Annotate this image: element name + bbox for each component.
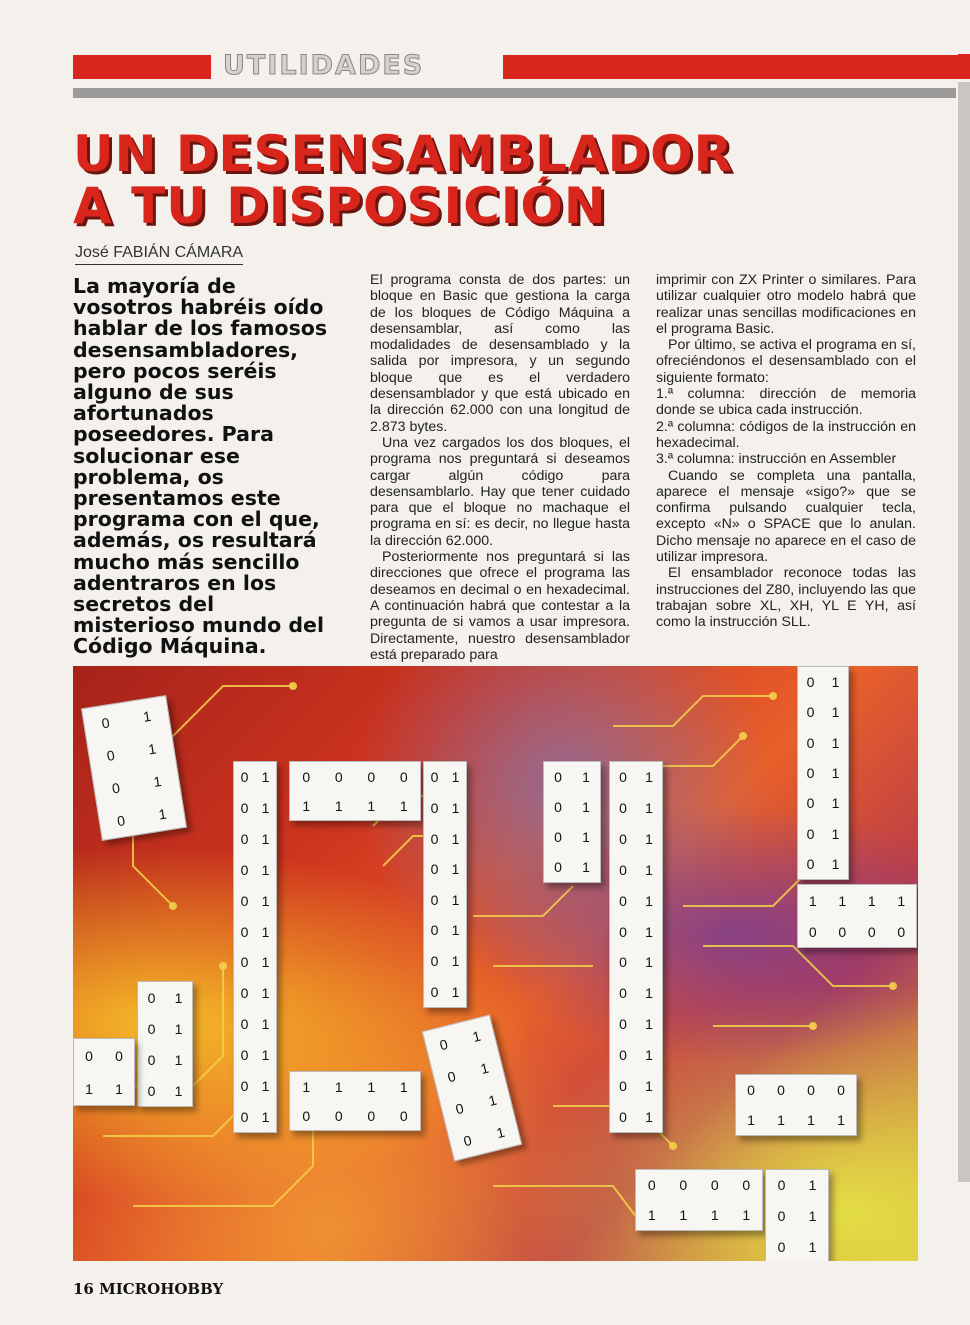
bit-1: 1	[261, 1046, 270, 1063]
bit-0: 0	[110, 779, 121, 797]
page-edge-gray	[958, 82, 970, 1182]
bit-0: 0	[777, 1208, 786, 1224]
bit-1: 1	[174, 1020, 183, 1037]
bit-1: 1	[261, 769, 270, 786]
bit-1: 1	[494, 1123, 507, 1141]
bit-0: 0	[430, 861, 439, 878]
bit-0: 0	[619, 923, 627, 940]
bit-0: 0	[619, 800, 627, 817]
text-column-2	[370, 272, 630, 663]
bit-0: 0	[742, 1177, 751, 1193]
bit-1: 1	[747, 1112, 755, 1128]
paragraph: Por último, se activa el programa en sí, ofreciéndonos el desensamblado con el siguiente formato:	[656, 337, 916, 386]
bit-0: 0	[619, 1108, 627, 1125]
bit-1: 1	[261, 923, 270, 940]
author-byline: José FABIÁN CÁMARA	[75, 244, 243, 265]
bit-1: 1	[582, 859, 590, 875]
bit-0: 0	[147, 1020, 156, 1037]
bit-0: 0	[777, 1238, 786, 1255]
bit-1: 1	[261, 831, 270, 848]
bit-1: 1	[831, 734, 840, 751]
circuit-illustration	[73, 666, 918, 1261]
bit-0: 0	[430, 983, 439, 1000]
bit-1: 1	[831, 855, 840, 872]
bit-0: 0	[240, 831, 249, 848]
bit-0: 0	[240, 1077, 249, 1094]
bit-0: 0	[445, 1067, 458, 1085]
bit-1: 1	[451, 891, 460, 908]
bit-1: 1	[837, 1112, 845, 1128]
binary-tile	[137, 981, 193, 1107]
bit-1: 1	[334, 1078, 343, 1095]
bit-0: 0	[334, 768, 343, 785]
bit-0: 0	[240, 923, 249, 940]
binary-tile	[73, 1038, 135, 1106]
bit-0: 0	[115, 811, 127, 829]
bit-0: 0	[619, 1016, 627, 1033]
bit-0: 0	[240, 861, 249, 878]
bit-0: 0	[334, 1107, 343, 1124]
bit-1: 1	[777, 1112, 785, 1128]
bit-1: 1	[451, 769, 460, 786]
section-label: UTILIDADES	[223, 50, 425, 81]
bit-1: 1	[831, 764, 840, 781]
bit-0: 0	[115, 1047, 123, 1064]
bit-0: 0	[240, 1016, 249, 1033]
paragraph: imprimir con ZX Printer o similares. Para utilizar cualquier otro modelo habrá que realizar unas sencillas modificaciones en el programa Basic.	[656, 272, 916, 337]
bit-1: 1	[807, 1112, 815, 1128]
page-edge-red	[958, 54, 970, 76]
bit-0: 0	[806, 704, 815, 721]
bit-1: 1	[141, 707, 153, 725]
binary-tile	[635, 1169, 763, 1231]
binary-tile	[765, 1169, 829, 1261]
bit-1: 1	[582, 769, 590, 785]
bit-0: 0	[302, 768, 311, 785]
bit-0: 0	[430, 830, 439, 847]
bit-0: 0	[399, 1107, 408, 1124]
bit-0: 0	[437, 1035, 450, 1053]
bit-0: 0	[302, 1107, 311, 1124]
title-line-1: UN DESENSAMBLADOR	[73, 125, 734, 183]
bit-1: 1	[486, 1091, 499, 1109]
bit-1: 1	[645, 923, 653, 940]
bit-0: 0	[461, 1131, 474, 1149]
bit-0: 0	[619, 769, 627, 786]
bit-1: 1	[808, 1238, 817, 1255]
page-folio: 16 MICROHOBBY	[73, 1280, 224, 1298]
bit-1: 1	[742, 1207, 751, 1223]
bit-1: 1	[808, 1177, 817, 1194]
bit-1: 1	[808, 892, 817, 909]
bit-1: 1	[174, 1082, 183, 1099]
bit-0: 0	[619, 861, 627, 878]
binary-tile	[797, 884, 917, 948]
bit-0: 0	[554, 769, 562, 785]
bit-0: 0	[100, 713, 111, 731]
bit-0: 0	[806, 855, 815, 872]
bit-0: 0	[679, 1177, 688, 1193]
bit-1: 1	[451, 953, 460, 970]
bit-1: 1	[645, 1046, 653, 1063]
binary-tile	[797, 666, 849, 880]
bit-1: 1	[451, 799, 460, 816]
bit-0: 0	[647, 1177, 656, 1193]
bit-1: 1	[679, 1207, 688, 1223]
bit-1: 1	[451, 922, 460, 939]
bit-1: 1	[261, 1016, 270, 1033]
bit-0: 0	[619, 892, 627, 909]
bit-1: 1	[831, 674, 840, 691]
header-rule	[73, 88, 956, 98]
bit-1: 1	[261, 1108, 270, 1125]
bit-1: 1	[115, 1080, 123, 1097]
bit-1: 1	[261, 861, 270, 878]
text-column-3	[656, 272, 916, 631]
bit-0: 0	[777, 1082, 785, 1098]
bit-0: 0	[806, 674, 815, 691]
binary-tile	[423, 761, 467, 1008]
list-item: 2.ª columna: códigos de la instrucción en hexadecimal.	[656, 418, 916, 451]
bit-1: 1	[451, 830, 460, 847]
bit-1: 1	[174, 1051, 183, 1068]
bit-1: 1	[302, 1078, 311, 1095]
bit-0: 0	[367, 768, 376, 785]
bit-0: 0	[747, 1082, 755, 1098]
bit-0: 0	[897, 923, 906, 940]
bit-1: 1	[451, 983, 460, 1000]
bit-1: 1	[645, 831, 653, 848]
bit-1: 1	[647, 1207, 656, 1223]
bit-0: 0	[807, 1082, 815, 1098]
bit-0: 0	[867, 923, 876, 940]
bit-1: 1	[399, 1078, 408, 1095]
bit-1: 1	[261, 800, 270, 817]
bit-1: 1	[367, 1078, 376, 1095]
paragraph: Posteriormente nos preguntará si las direcciones que ofrece el programa las deseamos en decimal o en hexadecimal. A continuación habrá que contestar a la pregunta de si vamos a usar impresora. Directamente, nuestro desensamblador está preparado para	[370, 549, 630, 663]
bit-1: 1	[838, 892, 847, 909]
section-bar-left	[73, 55, 211, 79]
bit-0: 0	[838, 923, 847, 940]
bit-1: 1	[645, 861, 653, 878]
bit-1: 1	[582, 829, 590, 845]
binary-tile	[289, 1071, 421, 1131]
bit-1: 1	[261, 954, 270, 971]
bit-1: 1	[645, 1108, 653, 1125]
bit-0: 0	[619, 831, 627, 848]
bit-0: 0	[619, 1046, 627, 1063]
bit-0: 0	[777, 1177, 786, 1194]
bit-0: 0	[710, 1177, 719, 1193]
bit-0: 0	[85, 1047, 93, 1064]
bit-0: 0	[808, 923, 817, 940]
bit-0: 0	[619, 954, 627, 971]
binary-tile	[543, 761, 601, 883]
bit-0: 0	[453, 1099, 466, 1117]
bit-1: 1	[302, 797, 311, 814]
bit-0: 0	[806, 764, 815, 781]
article-title	[73, 125, 734, 235]
bit-0: 0	[554, 829, 562, 845]
paragraph: El programa consta de dos partes: un bloque en Basic que gestiona la carga de los bloques de Código Máquina a desensamblar, así como las modalidades de desensamblado y la salida por impresora, y un segundo bloque que es el verdadero desensamblador y que está ubicado en la dirección 62.000 con una longitud de 2.873 bytes.	[370, 272, 630, 435]
list-item: 3.ª columna: instrucción en Assembler	[656, 451, 897, 468]
bit-0: 0	[240, 954, 249, 971]
bit-0: 0	[147, 1082, 156, 1099]
bit-1: 1	[157, 805, 168, 823]
list-item: 1.ª columna: dirección de memoria donde se ubica cada instrucción.	[656, 386, 916, 419]
bit-0: 0	[430, 922, 439, 939]
bit-0: 0	[806, 734, 815, 751]
binary-tile	[609, 761, 663, 1133]
intro-lead: La mayoría de vosotros habréis oído hablar de los famosos desensambladores, pero pocos seréis alguno de sus afortunados poseedores. Para solucionar ese problema, os presentamos este programa con el que, además, os resultará mucho más sencillo adentraros en los secretos del misterioso mundo del Código Máquina.	[73, 274, 328, 659]
bit-1: 1	[582, 799, 590, 815]
section-header	[73, 52, 956, 84]
paragraph: El ensamblador reconoce todas las instrucciones del Z80, incluyendo las que trabajan sobre XL, XH, YL E YH, así como la instrucción SLL.	[656, 565, 916, 631]
bit-1: 1	[399, 797, 408, 814]
paragraph: Cuando se completa una pantalla, aparece el mensaje «sigo?» que se confirma pulsando cualquier tecla, excepto «N» o SPACE que lo anulan. Dicho mensaje no aparece en el caso de utilizar impresora.	[656, 467, 916, 566]
bit-0: 0	[399, 768, 408, 785]
binary-tile	[289, 761, 421, 821]
bit-0: 0	[240, 892, 249, 909]
bit-1: 1	[831, 795, 840, 812]
bit-0: 0	[837, 1082, 845, 1098]
bit-0: 0	[430, 799, 439, 816]
bit-1: 1	[645, 800, 653, 817]
bit-0: 0	[240, 800, 249, 817]
bit-0: 0	[430, 891, 439, 908]
bit-0: 0	[806, 795, 815, 812]
bit-1: 1	[645, 1016, 653, 1033]
bit-0: 0	[147, 1051, 156, 1068]
bit-0: 0	[240, 769, 249, 786]
bit-1: 1	[645, 985, 653, 1002]
bit-1: 1	[174, 989, 183, 1006]
binary-tile	[233, 761, 277, 1133]
bit-1: 1	[867, 892, 876, 909]
bit-1: 1	[645, 892, 653, 909]
bit-0: 0	[240, 1108, 249, 1125]
bit-1: 1	[85, 1080, 93, 1097]
bit-1: 1	[710, 1207, 719, 1223]
bit-1: 1	[645, 954, 653, 971]
bit-0: 0	[430, 769, 439, 786]
bit-0: 0	[105, 746, 116, 764]
bit-1: 1	[147, 739, 158, 757]
bit-1: 1	[808, 1208, 817, 1224]
bit-0: 0	[240, 1046, 249, 1063]
section-bar-right	[503, 55, 970, 79]
bit-0: 0	[554, 859, 562, 875]
bit-1: 1	[831, 825, 840, 842]
title-line-2: A TU DISPOSICIÓN	[73, 177, 607, 235]
bit-1: 1	[261, 985, 270, 1002]
bit-1: 1	[451, 861, 460, 878]
bit-0: 0	[619, 1077, 627, 1094]
bit-1: 1	[645, 1077, 653, 1094]
bit-0: 0	[147, 989, 156, 1006]
bit-1: 1	[367, 797, 376, 814]
bit-1: 1	[897, 892, 906, 909]
bit-0: 0	[554, 799, 562, 815]
bit-0: 0	[430, 953, 439, 970]
bit-1: 1	[470, 1027, 483, 1045]
bit-1: 1	[152, 772, 163, 790]
bit-0: 0	[806, 825, 815, 842]
bit-1: 1	[831, 704, 840, 721]
bit-0: 0	[367, 1107, 376, 1124]
bit-1: 1	[261, 1077, 270, 1094]
bit-1: 1	[261, 892, 270, 909]
binary-tile	[735, 1074, 857, 1136]
bit-1: 1	[645, 769, 653, 786]
bit-0: 0	[619, 985, 627, 1002]
bit-0: 0	[240, 985, 249, 1002]
paragraph: Una vez cargados los dos bloques, el programa nos preguntará si deseamos cargar algún código para desensamblarlo. Hay que tener cuidado para que el bloque no machaque el programa en sí: es decir, no llegue hasta la dirección 62.000.	[370, 434, 630, 549]
bit-1: 1	[334, 797, 343, 814]
bit-1: 1	[478, 1059, 491, 1077]
